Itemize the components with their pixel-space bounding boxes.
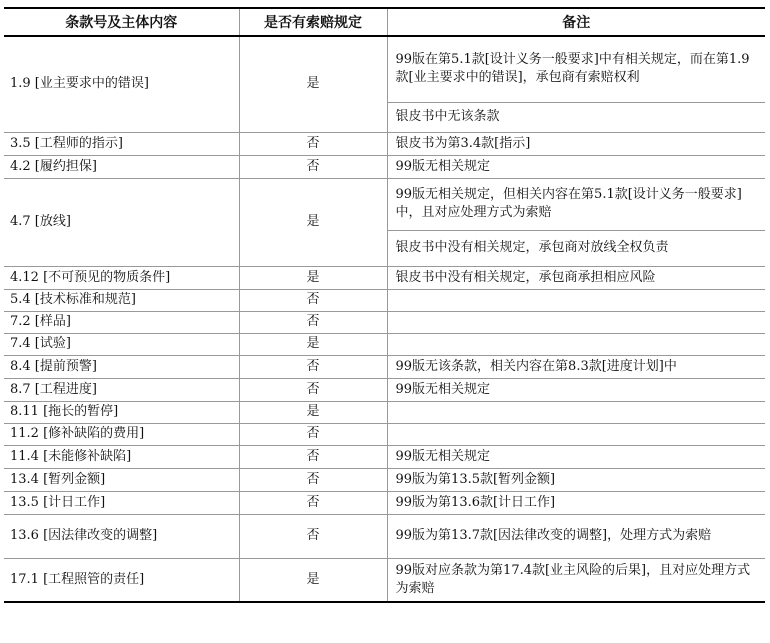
clause-cell: 17.1 [工程照管的责任] (4, 558, 239, 602)
table-row (4, 355, 765, 378)
table-row (4, 36, 765, 102)
clause-cell: 4.2 [履约担保] (4, 155, 239, 178)
claim-cell: 否 (239, 132, 387, 155)
clause-cell: 13.5 [计日工作] (4, 491, 239, 514)
claim-cell: 否 (239, 289, 387, 311)
clause-cell: 4.12 [不可预见的物质条件] (4, 266, 239, 289)
remark-cell: 99版无相关规定 (387, 378, 765, 401)
clause-cell: 5.4 [技术标准和规范] (4, 289, 239, 311)
remark-cell (387, 333, 765, 355)
claim-cell: 否 (239, 423, 387, 445)
clause-cell: 1.9 [业主要求中的错误] (4, 36, 239, 132)
remark-cell: 99版对应条款为第17.4款[业主风险的后果]，且对应处理方式为索赔 (387, 558, 765, 602)
table-row (4, 311, 765, 333)
clause-cell: 13.4 [暂列金额] (4, 468, 239, 491)
clause-cell: 3.5 [工程师的指示] (4, 132, 239, 155)
remark-cell: 99版在第5.1款[设计义务一般要求]中有相关规定，而在第1.9款[业主要求中的错误]，承包商有索赔权利 (387, 36, 765, 102)
remark-cell: 银皮书中无该条款 (387, 102, 765, 132)
table-row (4, 491, 765, 514)
claim-cell: 否 (239, 155, 387, 178)
claim-cell: 否 (239, 355, 387, 378)
table-row (4, 468, 765, 491)
table-row (4, 514, 765, 558)
table-row (4, 445, 765, 468)
table-row (4, 401, 765, 423)
claim-cell: 是 (239, 558, 387, 602)
header-clause: 条款号及主体内容 (4, 8, 239, 36)
table-row (4, 266, 765, 289)
claim-cell: 否 (239, 491, 387, 514)
claim-cell: 是 (239, 178, 387, 266)
clause-cell: 11.2 [修补缺陷的费用] (4, 423, 239, 445)
claims-table (4, 7, 765, 603)
table-row (4, 289, 765, 311)
remark-cell (387, 311, 765, 333)
claim-cell: 是 (239, 36, 387, 132)
remark-cell: 99版为第13.5款[暂列金额] (387, 468, 765, 491)
claim-cell: 否 (239, 378, 387, 401)
remark-cell: 银皮书中没有相关规定，承包商对放线全权负责 (387, 230, 765, 266)
clause-cell: 8.7 [工程进度] (4, 378, 239, 401)
claim-cell: 是 (239, 266, 387, 289)
remark-cell (387, 401, 765, 423)
clause-cell: 8.11 [拖长的暂停] (4, 401, 239, 423)
table-row (4, 378, 765, 401)
table-header-row (4, 8, 765, 36)
clause-cell: 8.4 [提前预警] (4, 355, 239, 378)
claim-cell: 否 (239, 445, 387, 468)
claim-cell: 否 (239, 514, 387, 558)
remark-cell: 99版无相关规定 (387, 155, 765, 178)
clause-cell: 7.4 [试验] (4, 333, 239, 355)
table-row (4, 155, 765, 178)
remark-cell: 银皮书中没有相关规定，承包商承担相应风险 (387, 266, 765, 289)
clause-cell: 13.6 [因法律改变的调整] (4, 514, 239, 558)
table-row (4, 558, 765, 602)
remark-cell (387, 423, 765, 445)
table-row (4, 333, 765, 355)
remark-cell (387, 289, 765, 311)
clause-cell: 7.2 [样品] (4, 311, 239, 333)
remark-cell: 99版无该条款，相关内容在第8.3款[进度计划]中 (387, 355, 765, 378)
remark-cell: 99版为第13.6款[计日工作] (387, 491, 765, 514)
table-row (4, 178, 765, 230)
clause-cell: 11.4 [未能修补缺陷] (4, 445, 239, 468)
remark-cell: 银皮书为第3.4款[指示] (387, 132, 765, 155)
table-row (4, 423, 765, 445)
table-row (4, 132, 765, 155)
header-claim: 是否有索赔规定 (239, 8, 387, 36)
claim-cell: 否 (239, 468, 387, 491)
claim-cell: 是 (239, 401, 387, 423)
header-remark: 备注 (387, 8, 765, 36)
clause-cell: 4.7 [放线] (4, 178, 239, 266)
claim-cell: 是 (239, 333, 387, 355)
remark-cell: 99版无相关规定 (387, 445, 765, 468)
remark-cell: 99版为第13.7款[因法律改变的调整]，处理方式为索赔 (387, 514, 765, 558)
remark-cell: 99版无相关规定，但相关内容在第5.1款[设计义务一般要求]中，且对应处理方式为索赔 (387, 178, 765, 230)
claim-cell: 否 (239, 311, 387, 333)
